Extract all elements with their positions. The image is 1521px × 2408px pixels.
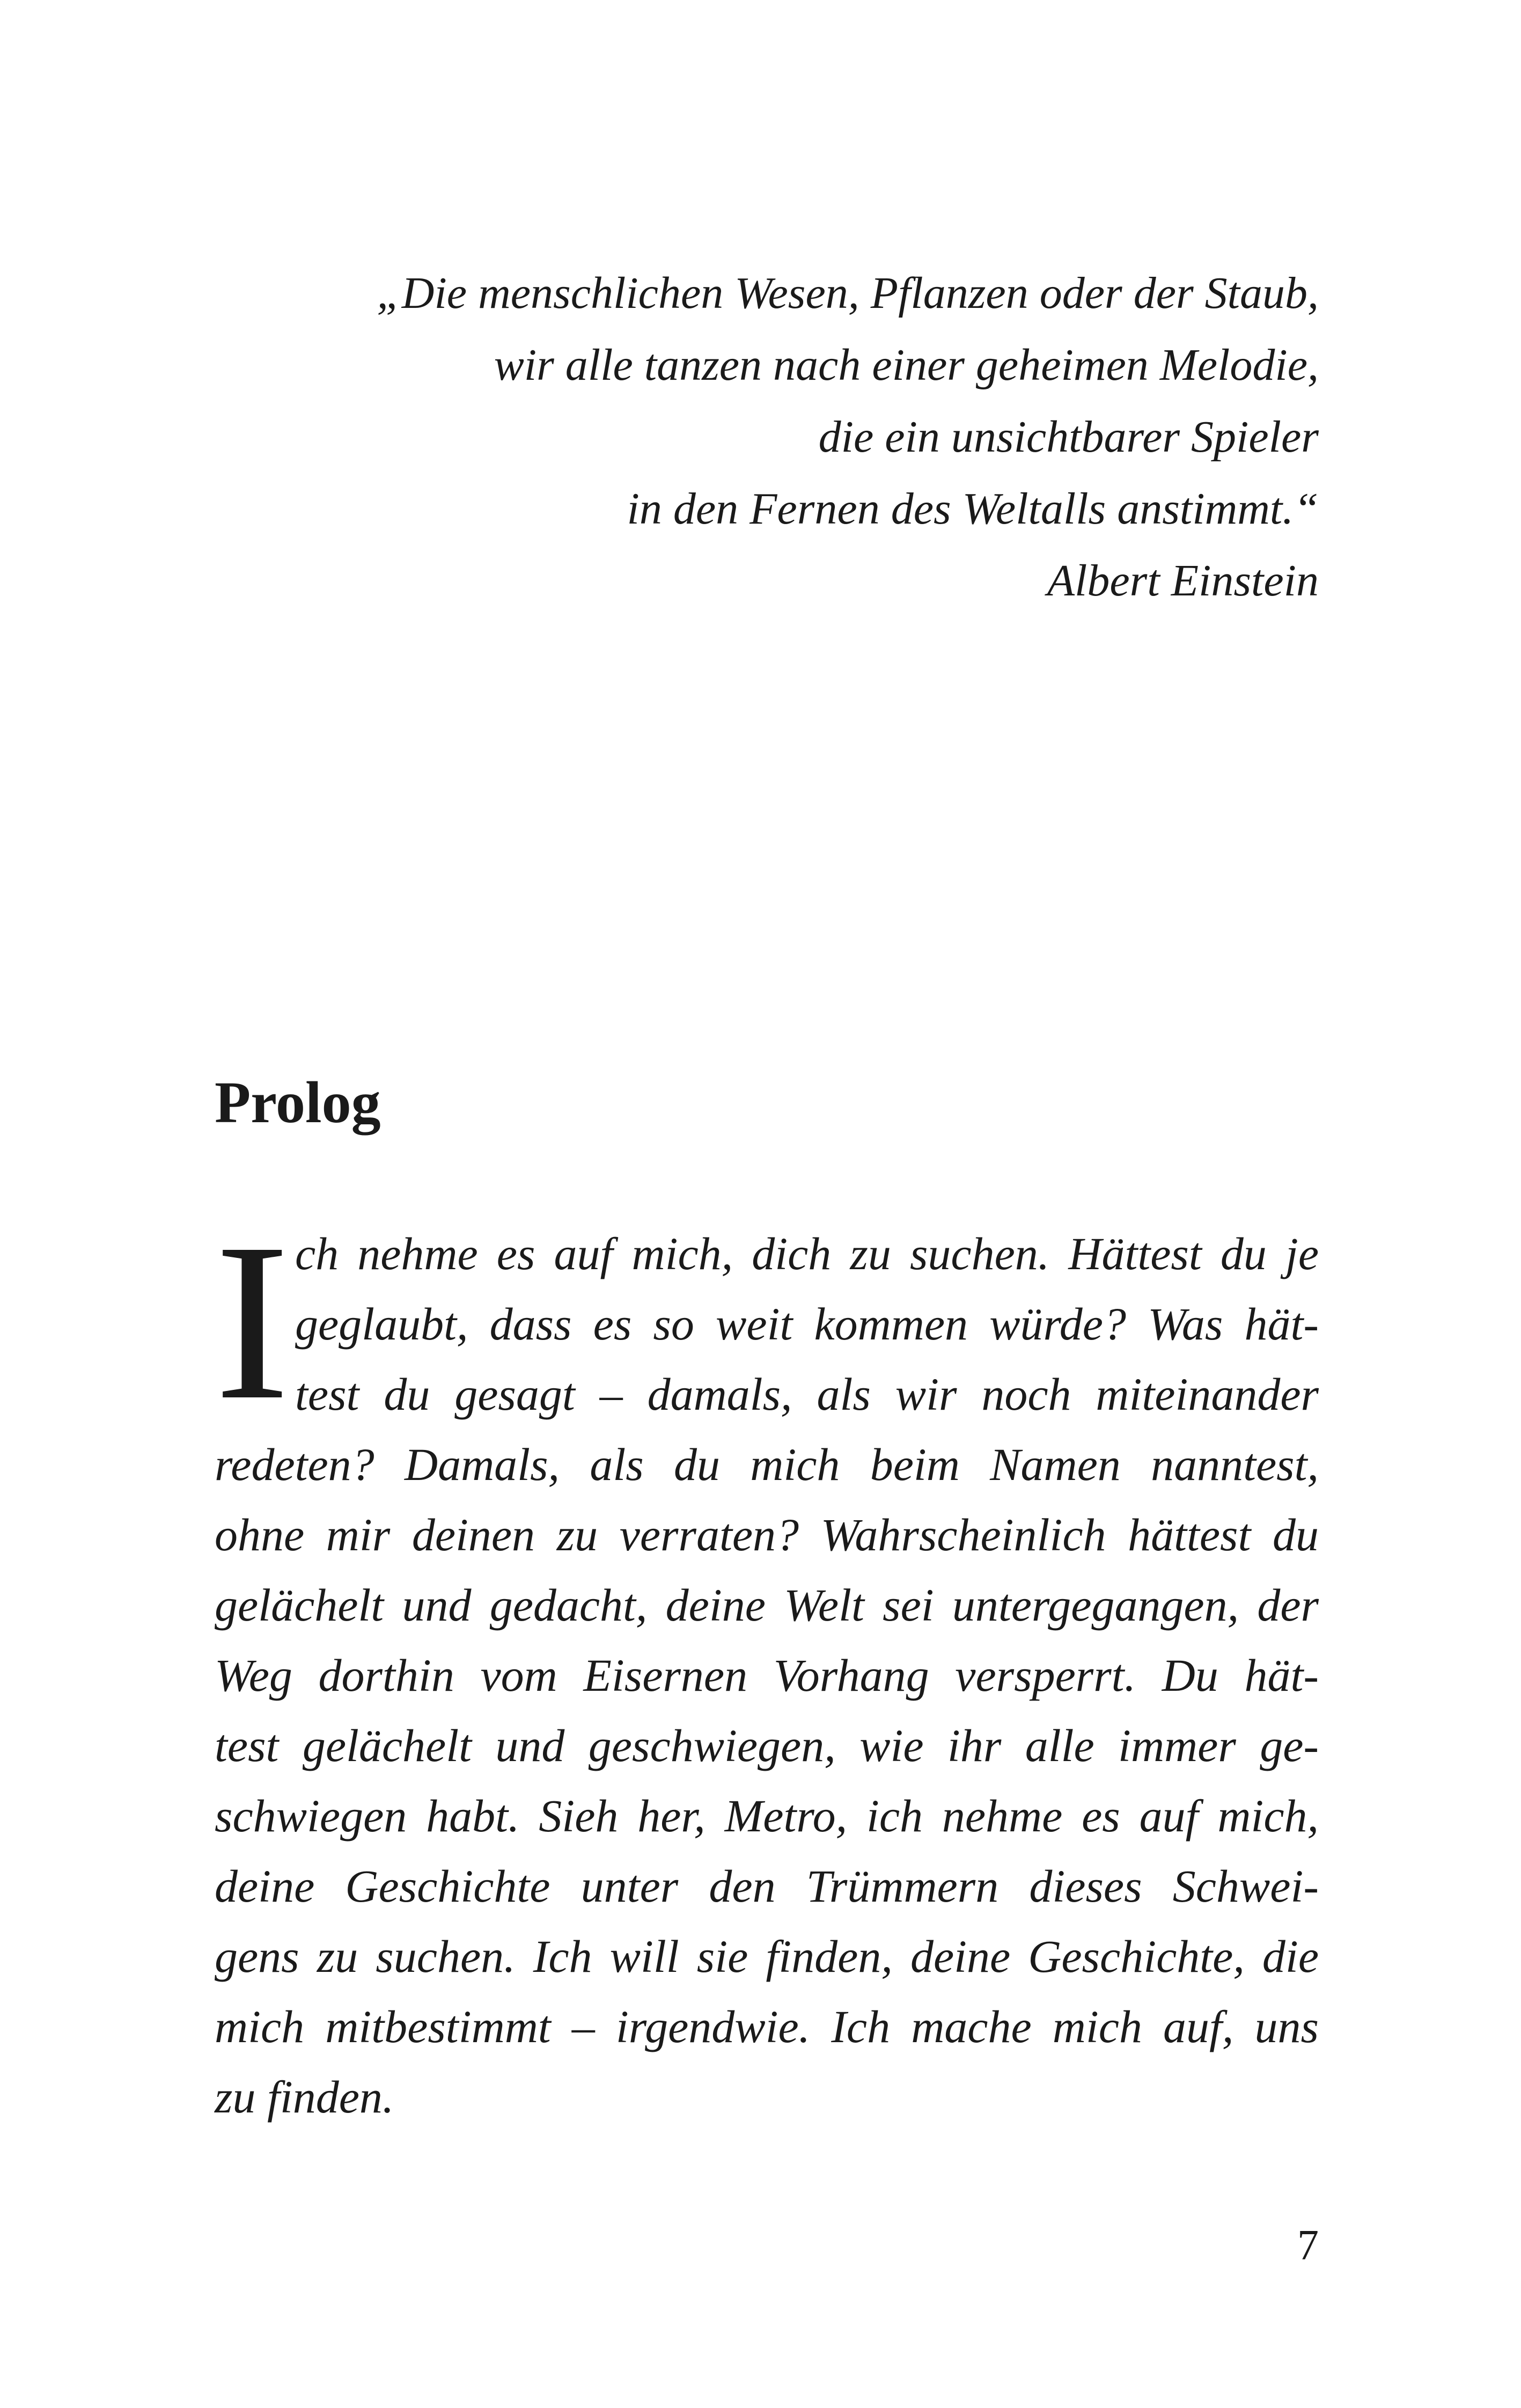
epigraph-line: in den Fernen des Weltalls anstimmt.“ [627, 484, 1319, 534]
text-line: schwiegen habt. Sieh her, Metro, ich nehme es auf mich, [215, 1790, 1319, 1842]
chapter-title: Prolog [215, 1070, 381, 1135]
epigraph-attribution: Albert Einstein [1047, 556, 1319, 606]
drop-cap: I [215, 1197, 290, 1446]
epigraph-line: die ein unsichtbarer Spieler [818, 412, 1319, 462]
text-line: gens zu suchen. Ich will sie finden, deine Geschichte, die [215, 1931, 1319, 1982]
text-line: test gelächelt und geschwiegen, wie ihr alle immer ge- [215, 1720, 1319, 1771]
text-line: redeten? Damals, als du mich beim Namen nanntest, [215, 1439, 1319, 1490]
text-line: mich mitbestimmt – irgendwie. Ich mache mich auf, uns [215, 2001, 1319, 2052]
text-line: geglaubt, dass es so weit kommen würde? Was hät- [295, 1298, 1319, 1350]
text-line: zu finden. [215, 2071, 394, 2123]
epigraph [215, 257, 1319, 617]
text-line: test du gesagt – damals, als wir noch miteinander [295, 1368, 1319, 1420]
epigraph-line: „Die menschlichen Wesen, Pflanzen oder der Staub, [377, 268, 1319, 318]
text-line: ch nehme es auf mich, dich zu suchen. Hättest du je [295, 1228, 1319, 1279]
text-line: Weg dorthin vom Eisernen Vorhang versperrt. Du hät- [215, 1649, 1319, 1701]
prolog-text [215, 1197, 1319, 2132]
epigraph-line: wir alle tanzen nach einer geheimen Melodie, [494, 340, 1319, 390]
text-line: gelächelt und gedacht, deine Welt sei untergegangen, der [215, 1579, 1319, 1631]
text-line: deine Geschichte unter den Trümmern dieses Schwei- [215, 1860, 1319, 1912]
page-number: 7 [1297, 2222, 1319, 2269]
text-line: ohne mir deinen zu verraten? Wahrscheinlich hättest du [215, 1509, 1319, 1560]
